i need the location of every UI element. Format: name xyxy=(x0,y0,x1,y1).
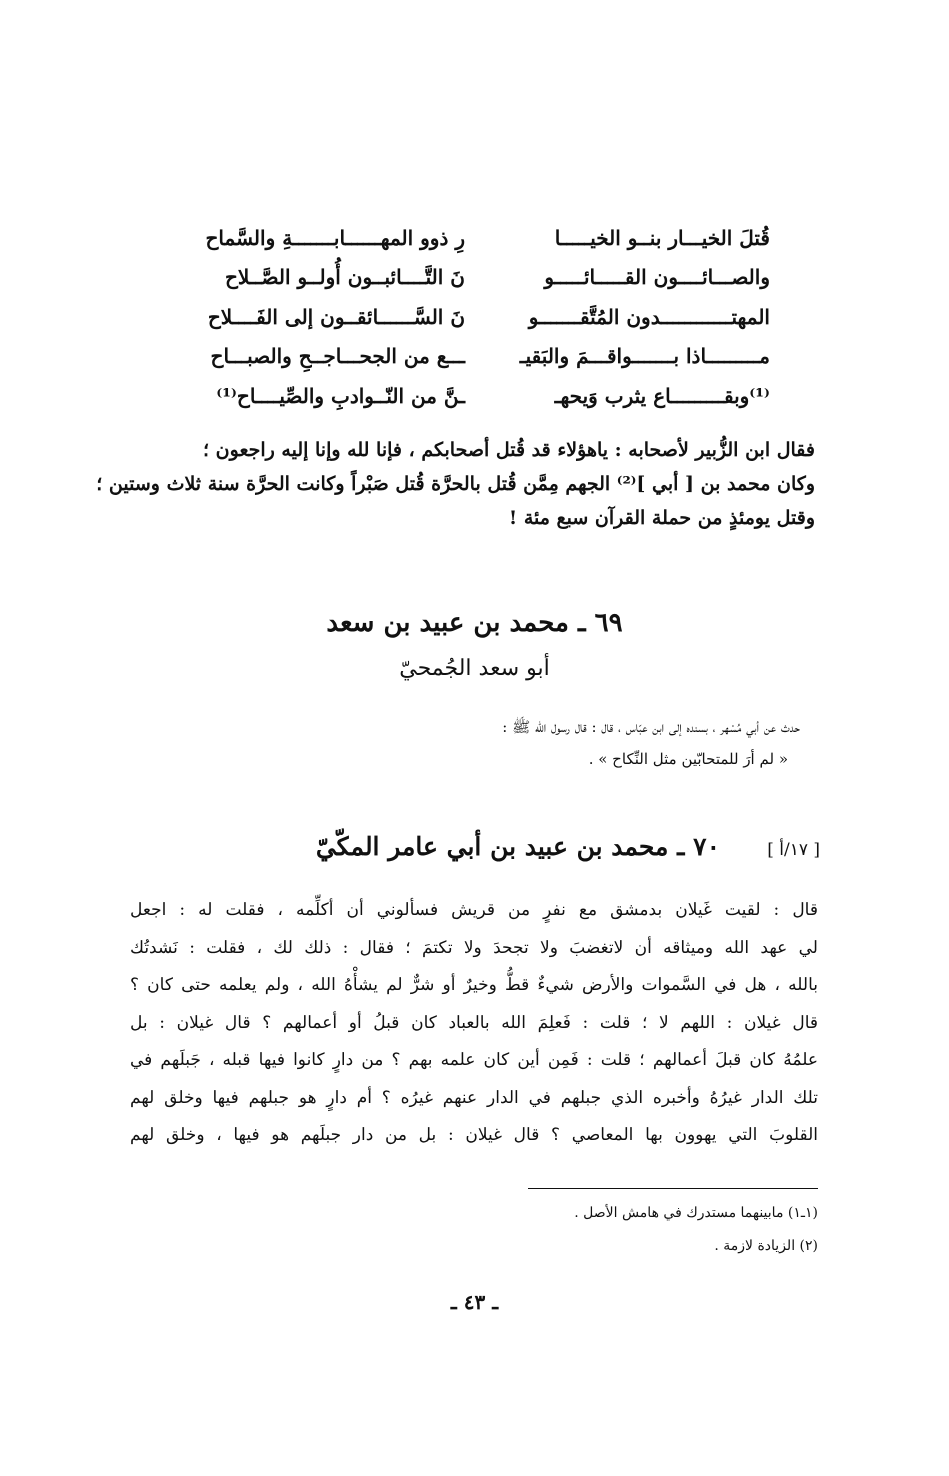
poem-verse xyxy=(190,218,770,258)
hadith-69 xyxy=(300,718,800,782)
poem-verse xyxy=(190,376,770,416)
text-line: قال غيلان : اللهم لا ؛ قلت : فَعلِمَ الله بالعباد كان قبلُ أو أعمالهم ؟ قال غيلان : بل xyxy=(130,1012,818,1033)
poem-first-hemistich: والصـــائــــون القـــــائـــــو xyxy=(544,265,770,290)
text-line: فقال ابن الزُّبير لأصحابه : ياهؤلاء قد قُتل أصحابكم ، فإنا لله وإنا إليه راجعون ؛ xyxy=(203,439,815,461)
poem-first-hemistich: ⁽¹⁾وبقـــــــــاع يثرب وَيحهـ xyxy=(554,383,770,408)
text-line: حدث عن أبي مُسْهر ، بسنده إلى ابن عبّاس ، قال : قال رسول الله ﷺ : xyxy=(502,718,800,736)
poem-first-hemistich: قُتلَ الخيـــار بنــو الخيـــــا xyxy=(554,225,770,250)
entry-70-body xyxy=(130,892,818,1155)
text-line: وكان محمد بن [ أبي ]⁽²⁾ الجهم مِمَّن قُتل بالحرَّة قُتل صَبْراً وكانت الحرَّة سنة ثلاث وستين ؛ xyxy=(96,473,815,495)
poem-verse xyxy=(190,297,770,337)
poem-verse xyxy=(190,258,770,298)
entry-69-title: ٦٩ ـ محمد بن عبيد بن سعد xyxy=(326,608,623,638)
text-line: القلوبَ التي يهوون بها المعاصي ؟ قال غيلان : بل من دار جبلَهم هو فيها ، وخلق لهم xyxy=(130,1125,818,1145)
entry-70-title: ٧٠ ـ محمد بن عبيد بن أبي عامر المكّيّ xyxy=(315,832,720,861)
text-line: بالله ، هل في السَّموات والأرض شيءٌ قطُّ وخيرٌ أو شرٌّ لم يشأْهُ الله ، ولم يعلمه حتى كان ؟ xyxy=(130,975,818,995)
poem-first-hemistich: المهتــــــــــــدون المُتَّقـــــــو xyxy=(528,304,770,329)
text-line: « لم أرَ للمتحابّين مثل النِّكاح » . xyxy=(588,750,788,768)
text-line: علمُهُ كان قبلَ أعمالهم ؛ قلت : فَمِن أين كان علمه بهم ؟ من دارٍ كانوا فيها قبله ، جَبلَهم في xyxy=(130,1050,818,1070)
text-line: لي عهد الله وميثاقه أن لاتغضبَ ولا تجحدَ ولا تكتمَ ؛ فقال : ذلك لك ، فقلت : نَشدتُك xyxy=(130,937,818,958)
folio-marker: [ ١٧/أ ] xyxy=(767,840,820,860)
footnote-separator xyxy=(528,1188,818,1189)
entry-69-subtitle: أبو سعد الجُمحيّ xyxy=(399,656,550,681)
poem-second-hemistich: ـنَّ من النّــوادبِ والصِّيــــاح⁽¹⁾ xyxy=(216,383,465,408)
poem-second-hemistich: نَ السَّــــــائقــون إلى الفَــــلاح xyxy=(207,304,465,329)
poem-second-hemistich: ـــع من الجحـــاجــحِ والصبـــاح xyxy=(210,344,465,369)
text-line: وقتل يومئذٍ من حملة القرآن سبع مئة ! xyxy=(508,507,815,529)
footnotes xyxy=(430,1205,818,1271)
footnote: (١ـ١) مابينهما مستدرك في هامش الأصل . xyxy=(574,1205,818,1221)
poem-first-hemistich: مـــــــــاذا بـــــــواقـــمَ والبَقيـ xyxy=(519,344,770,369)
poem-second-hemistich: رِ ذوو المهــــــابـــــــةِ والسَّماح xyxy=(205,225,465,250)
text-line: تلك الدار غيرُهُ وأخبره الذي جبلهم في الدار عنهم غيرُه ؟ أم دارٍ هو جبلهم فيها وخلق لهم xyxy=(130,1087,818,1108)
poem xyxy=(190,218,770,416)
poem-verse xyxy=(190,337,770,377)
narration-paragraph xyxy=(96,433,815,535)
footnote: (٢) الزيادة لازمة . xyxy=(714,1238,818,1254)
entry-70-heading xyxy=(280,832,820,876)
poem-second-hemistich: نَ التَّــــائبــون أُولــو الصَّــلاح xyxy=(224,265,465,290)
page-number: ـ ٤٣ ـ xyxy=(450,1290,499,1314)
text-line: قال : لقيت غَيلان بدمشق مع نفرٍ من قريش فسألوني أن أكلِّمه ، فقلت له : اجعل xyxy=(130,900,818,920)
